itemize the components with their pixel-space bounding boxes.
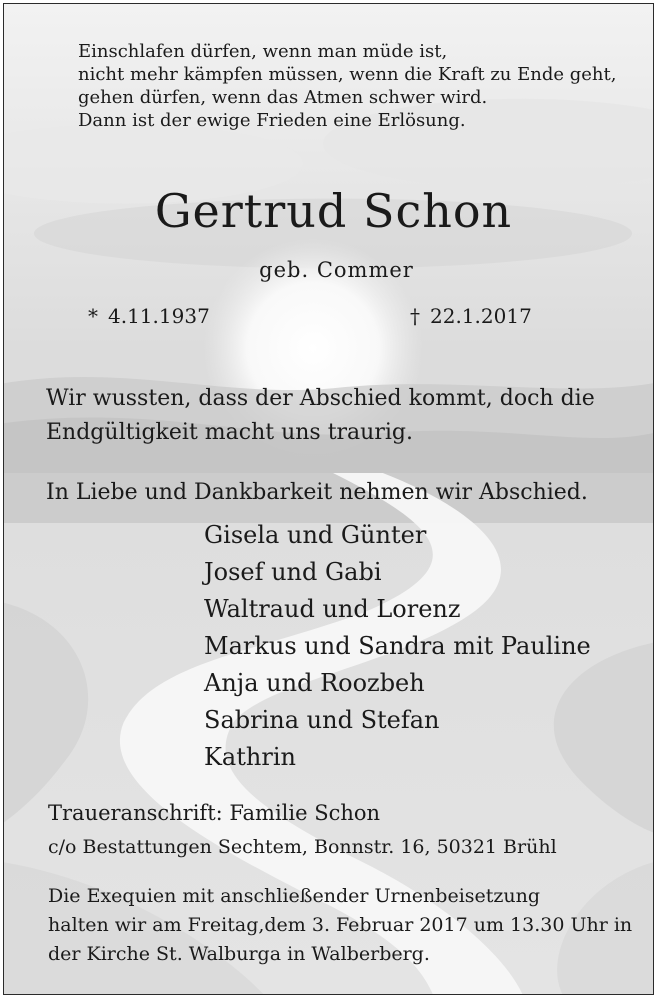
birth-date-value: 4.11.1937 [108,304,210,328]
mourner-entry: Josef und Gabi [204,558,382,586]
poem-line: nicht mehr kämpfen müssen, wenn die Kraft zu Ende geht, [78,64,617,85]
poem [78,40,616,132]
birth-star-icon: * [88,304,98,328]
death-date-value: 22.1.2017 [430,304,532,328]
maiden-name: geb. Commer [259,258,414,282]
mourner-entry: Markus und Sandra mit Pauline [204,632,591,660]
farewell-line: Endgültigkeit macht uns traurig. [46,420,413,445]
mourner-entry: Waltraud und Lorenz [204,595,461,623]
address-line: Traueranschrift: Familie Schon [48,801,381,825]
mourner-entry: Sabrina und Stefan [204,706,440,734]
deceased-name: Gertrud Schon [154,184,513,238]
obituary-notice [3,3,654,995]
farewell-line: Wir wussten, dass der Abschied kommt, doch die [46,386,595,411]
poem-line: gehen dürfen, wenn das Atmen schwer wird. [78,87,488,108]
address-line: c/o Bestattungen Sechtem, Bonnstr. 16, 50321 Brühl [48,836,557,858]
poem-line: Einschlafen dürfen, wenn man müde ist, [78,41,448,62]
death-cross-icon: † [410,304,420,328]
thanks-text: In Liebe und Dankbarkeit nehmen wir Abschied. [46,480,588,505]
service-line: Die Exequien mit anschließender Urnenbeisetzung [48,885,541,907]
service-line: halten wir am Freitag,dem 3. Februar 2017 um 13.30 Uhr in [48,914,633,936]
mourning-address [48,796,557,864]
service-line: der Kirche St. Walburga in Walberberg. [48,943,430,965]
poem-line: Dann ist der ewige Frieden eine Erlösung. [78,110,466,131]
service-info [48,882,632,969]
birth-date [88,304,210,328]
mourner-entry: Kathrin [204,743,296,771]
death-date [410,304,532,328]
mourner-entry: Anja und Roozbeh [204,669,425,697]
mourners-list [204,517,591,776]
farewell-text [46,382,595,450]
mourner-entry: Gisela und Günter [204,521,427,549]
